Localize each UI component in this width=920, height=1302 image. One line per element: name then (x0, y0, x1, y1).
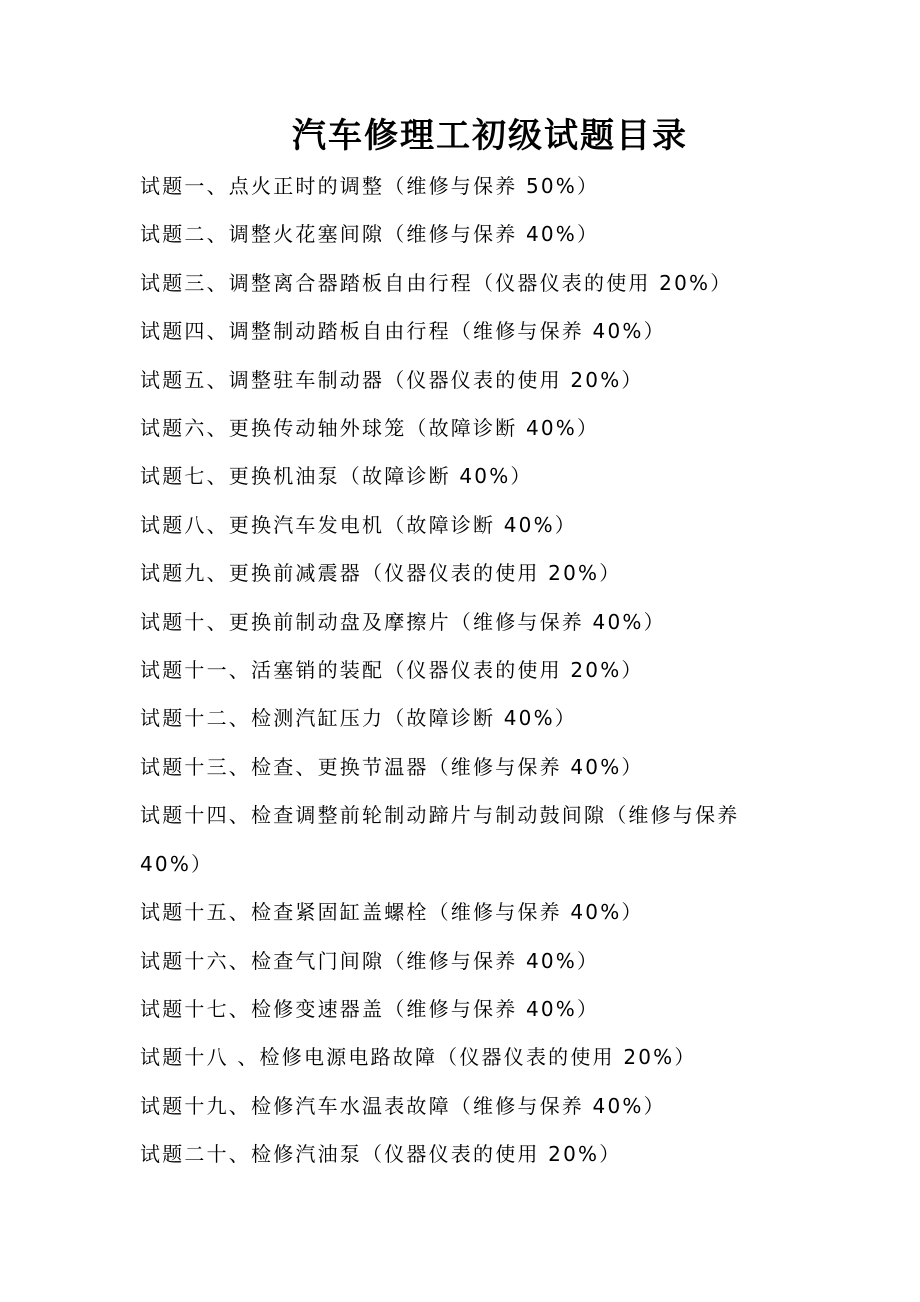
list-item: 试题十四、检查调整前轮制动蹄片与制动鼓间隙（维修与保养 40%） (140, 803, 740, 876)
list-item: 试题十一、活塞销的装配（仪器仪表的使用 20%） (140, 658, 644, 683)
list-item: 试题三、调整离合器踏板自由行程（仪器仪表的使用 20%） (140, 270, 733, 295)
list-item: 试题十六、检查气门间隙（维修与保养 40%） (140, 948, 600, 973)
list-item: 试题十、更换前制动盘及摩擦片（维修与保养 40%） (140, 609, 666, 634)
list-item: 试题十五、检查紧固缸盖螺栓（维修与保养 40%） (140, 900, 644, 925)
list-item: 试题十七、检修变速器盖（维修与保养 40%） (140, 996, 600, 1021)
list-item: 试题二、调整火花塞间隙（维修与保养 40%） (140, 222, 600, 247)
list-item: 试题四、调整制动踏板自由行程（维修与保养 40%） (140, 319, 666, 344)
question-list (140, 162, 860, 1179)
list-item: 试题十二、检测汽缸压力（故障诊断 40%） (140, 706, 578, 731)
list-item: 试题七、更换机油泵（故障诊断 40%） (140, 464, 533, 489)
list-item: 试题十九、检修汽车水温表故障（维修与保养 40%） (140, 1093, 666, 1118)
list-item: 试题十三、检查、更换节温器（维修与保养 40%） (140, 754, 644, 779)
list-item: 试题六、更换传动轴外球笼（故障诊断 40%） (140, 416, 600, 441)
list-item: 试题二十、检修汽油泵（仪器仪表的使用 20%） (140, 1142, 622, 1167)
list-item: 试题八、更换汽车发电机（故障诊断 40%） (140, 512, 578, 537)
list-item: 试题九、更换前减震器（仪器仪表的使用 20%） (140, 561, 622, 586)
list-item: 试题一、点火正时的调整（维修与保养 50%） (140, 174, 600, 198)
list-item: 试题五、调整驻车制动器（仪器仪表的使用 20%） (140, 367, 644, 392)
document-title: 汽车修理工初级试题目录 (292, 116, 688, 156)
list-item: 试题十八 、检修电源电路故障（仪器仪表的使用 20%） (140, 1045, 697, 1070)
